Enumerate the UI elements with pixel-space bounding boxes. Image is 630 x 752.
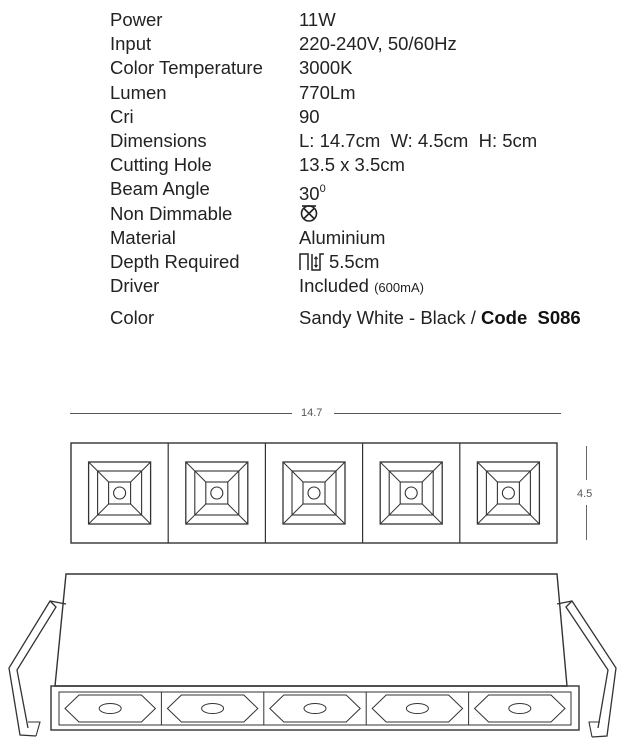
led-module — [168, 443, 248, 543]
module-bevel-line — [380, 504, 400, 524]
spec-label: Depth Required — [110, 250, 240, 272]
module-lens — [405, 487, 417, 499]
module-bevel-line — [519, 462, 539, 482]
height-dimension-label: 4.5 — [577, 488, 593, 500]
spec-label: Lumen — [110, 81, 167, 103]
spec-value: Aluminium — [299, 226, 386, 248]
spec-label: Cutting Hole — [110, 154, 212, 176]
spec-label: Driver — [110, 275, 160, 297]
led-module — [265, 443, 345, 543]
degree-superscript: 0 — [319, 183, 326, 196]
spec-label: Cri — [110, 105, 134, 127]
module-bevel-line — [325, 462, 345, 482]
beam-angle-value: 30 — [299, 183, 320, 205]
spec-label: Dimensions — [110, 129, 207, 151]
module-bevel-line — [89, 462, 109, 482]
spec-label: Color Temperature — [110, 57, 263, 79]
module-lens — [211, 487, 223, 499]
module-lens-square — [109, 482, 131, 504]
side-view-face-inner — [59, 692, 571, 725]
spec-label: Power — [110, 9, 163, 30]
module-bevel-line — [228, 504, 248, 524]
side-led-module — [65, 695, 155, 722]
side-view-body — [55, 574, 567, 686]
module-lens-square — [497, 482, 519, 504]
module-bevel-line — [325, 504, 345, 524]
side-led-module — [366, 692, 462, 725]
spec-value: 90 — [299, 105, 320, 127]
side-lens — [406, 704, 428, 714]
left-spring-clip — [28, 722, 40, 736]
side-lens — [509, 704, 531, 714]
spec-value: 11W — [299, 9, 336, 30]
side-reflector — [270, 695, 360, 722]
side-lens — [99, 704, 121, 714]
top-view-frame — [71, 443, 557, 543]
module-bevel-line — [186, 462, 206, 482]
side-reflector — [475, 695, 565, 722]
spec-value: 3000K — [299, 57, 353, 79]
side-led-module — [264, 692, 360, 725]
spec-label: Beam Angle — [110, 178, 210, 200]
module-bevel-line — [131, 462, 151, 482]
spec-value: 220-240V, 50/60Hz — [299, 33, 457, 55]
side-reflector — [65, 695, 155, 722]
module-bevel-line — [380, 462, 400, 482]
led-module — [89, 462, 151, 524]
module-bevel-line — [228, 462, 248, 482]
side-lens — [304, 704, 326, 714]
module-bevel-line — [422, 462, 442, 482]
driver-value: Included — [299, 275, 369, 297]
module-bevel-line — [477, 462, 497, 482]
side-led-module — [469, 692, 565, 725]
spec-label: Material — [110, 226, 176, 248]
side-lens — [202, 704, 224, 714]
module-lens-square — [206, 482, 228, 504]
module-bevel-line — [89, 504, 109, 524]
module-lens-square — [303, 482, 325, 504]
module-bevel-line — [283, 504, 303, 524]
side-view-face — [51, 686, 579, 730]
top-view-modules — [89, 443, 540, 543]
left-spring-clip — [9, 601, 66, 736]
module-bevel-line — [131, 504, 151, 524]
module-lens-square — [400, 482, 422, 504]
side-view-modules — [65, 692, 565, 725]
led-module — [460, 443, 540, 543]
module-bevel-line — [186, 504, 206, 524]
product-code: Code S086 — [480, 307, 581, 328]
driver-note: (600mA) — [374, 280, 424, 296]
spec-value: 770Lm — [299, 81, 356, 103]
module-bevel-line — [422, 504, 442, 524]
module-lens — [114, 487, 126, 499]
spec-label: Non Dimmable — [110, 202, 233, 224]
spec-value: L: 14.7cm W: 4.5cm H: 5cm — [299, 129, 538, 151]
depth-value: 5.5cm — [329, 250, 380, 272]
module-bevel-line — [283, 462, 303, 482]
module-lens — [308, 487, 320, 499]
module-bevel-line — [519, 504, 539, 524]
module-lens — [502, 487, 514, 499]
width-dimension-label: 14.7 — [301, 407, 323, 419]
side-reflector — [167, 695, 257, 722]
spec-label: Color — [110, 307, 155, 328]
side-led-module — [161, 692, 257, 725]
led-module — [363, 443, 443, 543]
color-value: Sandy White - Black / — [299, 307, 481, 328]
side-reflector — [372, 695, 462, 722]
spec-value: 13.5 x 3.5cm — [299, 154, 405, 176]
spec-label: Input — [110, 33, 152, 55]
module-bevel-line — [477, 504, 497, 524]
